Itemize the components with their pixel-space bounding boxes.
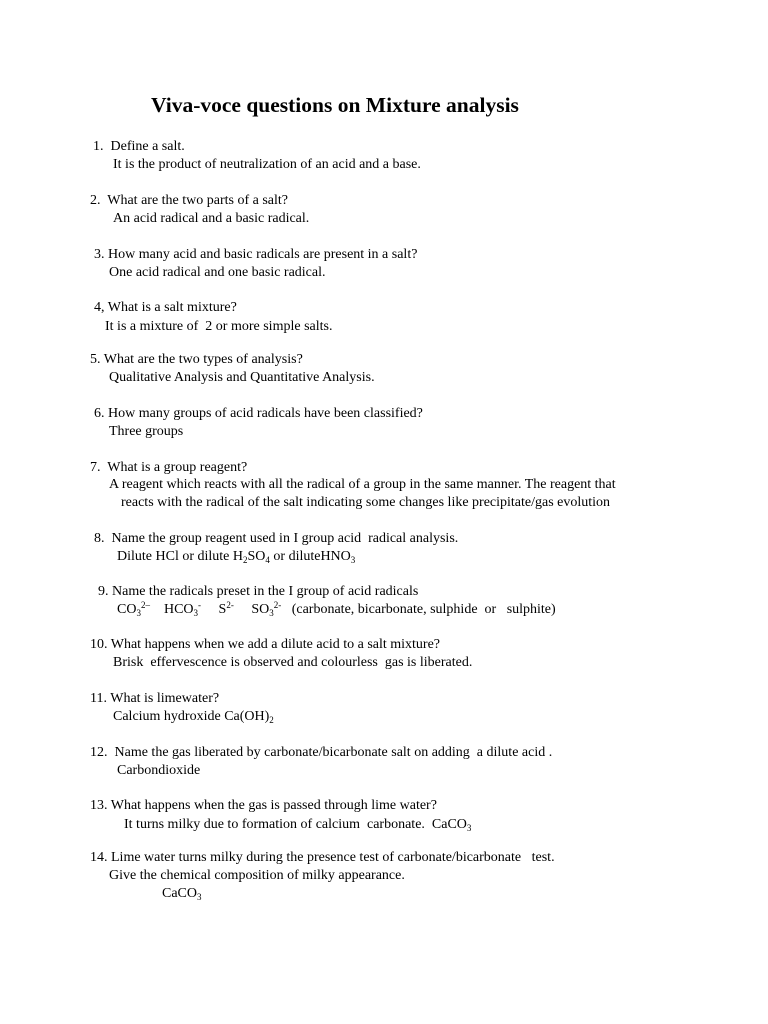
answer-12: Carbondioxide xyxy=(117,763,201,778)
answer-13: It turns milky due to formation of calcium carbonate. CaCO$_3$ xyxy=(124,817,472,833)
question-13: 13. What happens when the gas is passed through lime water? xyxy=(90,798,437,813)
question-3: 3. How many acid and basic radicals are present in a salt? xyxy=(94,247,418,262)
question-5: 5. What are the two types of analysis? xyxy=(90,352,303,367)
answer-4: It is a mixture of 2 or more simple salts. xyxy=(105,319,333,334)
question-14-line-2: Give the chemical composition of milky appearance. xyxy=(109,868,405,883)
question-12: 12. Name the gas liberated by carbonate/bicarbonate salt on adding a dilute acid . xyxy=(90,745,553,760)
answer-3: One acid radical and one basic radical. xyxy=(109,265,326,280)
question-4: 4, What is a salt mixture? xyxy=(94,300,237,315)
answer-9: $CO_3^{2-}$ $HCO_3^-$ $S^{2-}$ $SO_3^{2-}$ (carbonate, bicarbonate, sulphide or sulphite) xyxy=(117,600,556,618)
radical-names: (carbonate, bicarbonate, sulphide or sulphite) xyxy=(291,602,556,617)
answer-8: Dilute HCl or dilute $H_2SO_4$ or diluteHNO$_3$ xyxy=(117,549,356,565)
question-2: 2. What are the two parts of a salt? xyxy=(90,193,289,208)
answer-7-line-2: reacts with the radical of the salt indicating some changes like precipitate/gas evolution xyxy=(121,495,611,510)
question-8: 8. Name the group reagent used in I group acid radical analysis. xyxy=(94,531,459,546)
question-11: 11. What is limewater? xyxy=(90,691,220,706)
answer-7-line-1: A reagent which reacts with all the radical of a group in the same manner. The reagent that xyxy=(109,477,616,492)
answer-2: An acid radical and a basic radical. xyxy=(113,211,310,226)
answer-6: Three groups xyxy=(109,424,184,439)
question-10: 10. What happens when we add a dilute acid to a salt mixture? xyxy=(90,637,441,652)
answer-1: It is the product of neutralization of an acid and a base. xyxy=(113,157,421,172)
answer-14: CaCO$_3$ xyxy=(162,886,202,902)
answer-5: Qualitative Analysis and Quantitative Analysis. xyxy=(109,370,375,385)
answer-10: Brisk effervescence is observed and colourless gas is liberated. xyxy=(113,655,473,670)
question-6: 6. How many groups of acid radicals have been classified? xyxy=(94,406,423,421)
question-14-line-1: 14. Lime water turns milky during the presence test of carbonate/bicarbonate test. xyxy=(90,850,555,865)
answer-11: Calcium hydroxide $Ca(OH)_2$ xyxy=(113,709,274,725)
sulphite-formula: SO xyxy=(251,602,270,617)
question-9: 9. Name the radicals preset in the I group of acid radicals xyxy=(98,584,419,599)
bicarbonate-formula: HCO xyxy=(163,602,194,617)
question-7: 7. What is a group reagent? xyxy=(90,460,248,475)
question-1: 1. Define a salt. xyxy=(93,139,185,154)
sulphide-formula: S xyxy=(218,602,227,617)
carbonate-formula: CO xyxy=(117,602,137,617)
page-title: Viva-voce questions on Mixture analysis xyxy=(151,93,519,117)
